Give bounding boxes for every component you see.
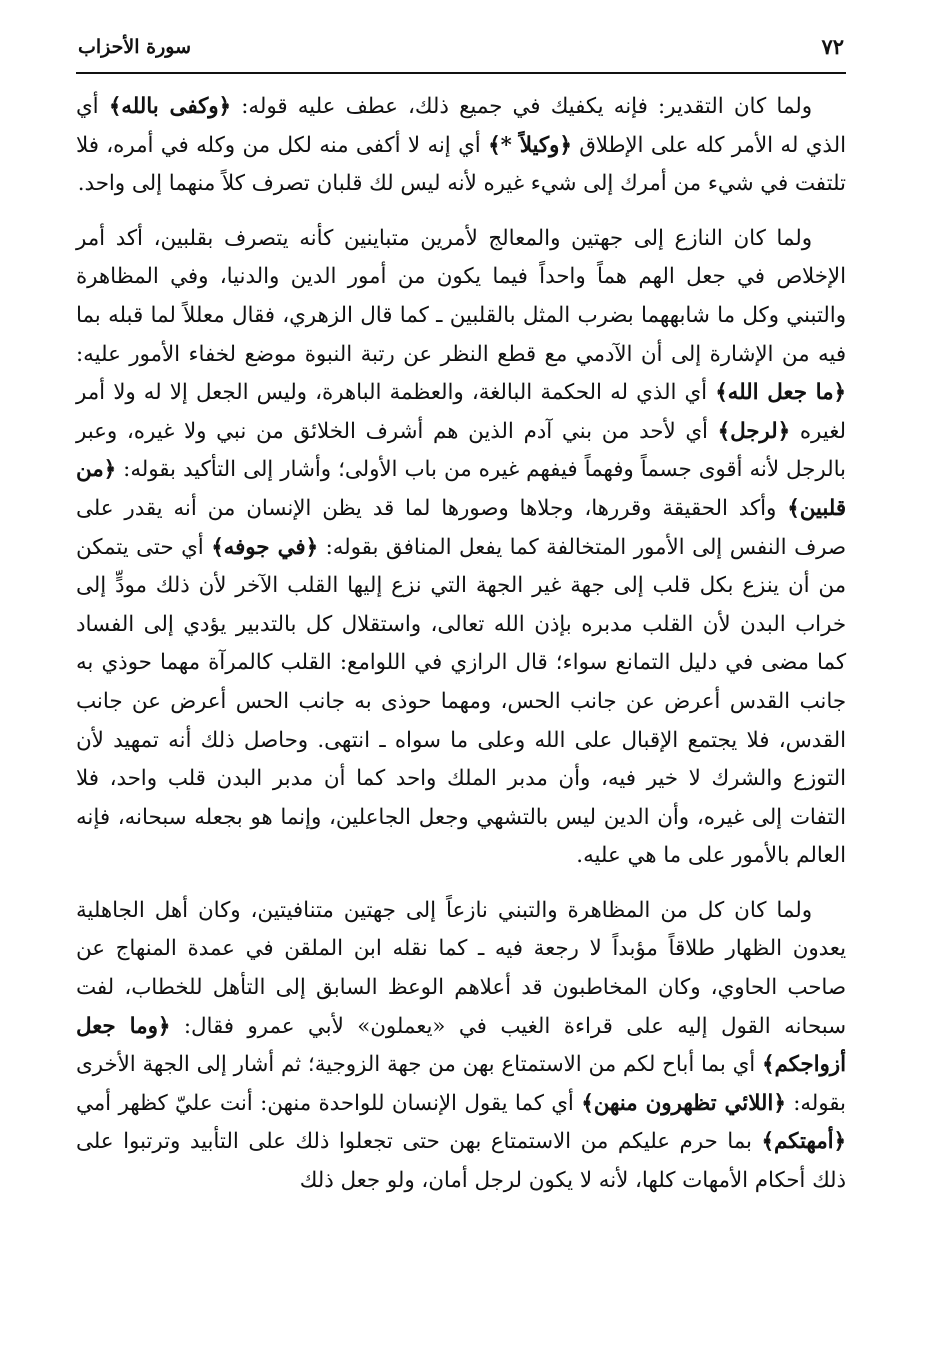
page-header bbox=[76, 30, 846, 74]
text-run: وأكد الحقيقة وقررها، وجلاها وصورها لما قد يظن الإنسان من أنه يقدر على صرف النفس إلى الأمور المتخالفة كما يفعل المنافق بقوله: bbox=[76, 495, 846, 560]
quran-quote: ﴿من قلبين﴾ bbox=[76, 457, 846, 521]
quran-quote: ﴿اللائي تظهرون منهن﴾ bbox=[581, 1090, 786, 1116]
quran-quote: ﴿ما جعل الله﴾ bbox=[715, 380, 847, 406]
book-page bbox=[76, 30, 846, 1320]
text-run: بما حرم عليكم من الاستمتاع بهن حتى تجعلوا ذلك على التأبيد وترتبوا على ذلك أحكام الأمهات كلها، لأنه لا يكون لرجل أمان، ولو جعل ذلك bbox=[76, 1129, 846, 1194]
quran-quote: ﴿أمهتكم﴾ bbox=[761, 1129, 846, 1155]
quran-quote: ﴿وكفى بالله﴾ bbox=[108, 94, 231, 119]
quran-quote: ﴿لرجل﴾ bbox=[717, 418, 791, 444]
text-run: أي إنه لا أكفى منه لكل من وكله في أمره، فلا تلتفت في شيء من أمرك إلى شيء غيره لأنه ليس لك قلبان تصرف كلاً منهما إلى واحد. bbox=[76, 132, 846, 197]
text-run: ولما كان التقدير: فإنه يكفيك في جميع ذلك، عطف عليه قوله: bbox=[231, 94, 812, 119]
quran-quote: ﴿في جوفه﴾ bbox=[211, 534, 319, 560]
text-run: أي حتى يتمكن من أن ينزع بكل قلب إلى جهة غير الجهة التي نزع إليها القلب الآخر لأن ذلك مودٍّ إلى خراب البدن لأن القلب مدبره بإذن الله تعالى، واستقلال كل بالتدبير يؤدي إلى الفساد كما مضى في دليل التمانع سواء؛ قال الرازي في اللوامع: القلب كالمرآة مهما حوذي به جانب القدس أعرض عن جانب الحس، ومهما حوذى به جانب الحس أعرض عن جانب القدس، فلا يجتمع الإقبال على الله وعلى ما سواه ـ انتهى. وحاصل ذلك أنه تمهيد لأن التوزع والشرك لا خير فيه، وأن مدبر الملك واحد كما أن مدبر البدن قلب واحد، فلا التفات إلى غيره، وأن الدين ليس بالتشهي وجعل الجاعلين، وإنما هو بجعله سبحانه، فإنه العالم بالأمور على ما هي عليه. bbox=[76, 534, 846, 869]
paragraph bbox=[76, 88, 846, 204]
page-number: ٧٢ bbox=[821, 34, 844, 59]
running-title: سورة الأحزاب bbox=[78, 36, 191, 58]
text-run: أي لأحد من بني آدم الذين هم أشرف الخلائق من نبي ولا غيره، وعبر بالرجل لأنه أقوى جسماً وفهماً فيفهم غيره من باب الأولى؛ وأشار إلى التأكيد بقوله: bbox=[76, 418, 846, 483]
text-run: أي بما أباح لكم من الاستمتاع بهن من جهة الزوجية؛ ثم أشار إلى الجهة الأخرى بقوله: bbox=[76, 1052, 846, 1116]
text-run: ولما كان النازع إلى جهتين والمعالج لأمرين متباينين كأنه يتصرف بقلبين، أكد أمر الإخلاص في جعل الهم هماً واحداً فيما يكون من أمور الدين والدنيا، وفي المظاهرة والتبني وكل ما شابههما بضرب المثل بالقلبين ـ كما قال الزهري، فقال معللاً لما قبله بما فيه من الإشارة إلى أن الآدمي مع قطع النظر عن رتبة النبوة موضع لخفاء الأمور عليه: bbox=[76, 225, 846, 367]
quran-quote: ﴿وما جعل أزواجكم﴾ bbox=[76, 1013, 846, 1078]
text-run: أي الذي له الحكمة البالغة، والعظمة الباهرة، وليس الجعل إلا له ولا أمر لغيره bbox=[76, 380, 846, 444]
quran-quote: ﴿وكيلاً *﴾ bbox=[488, 132, 572, 158]
paragraph bbox=[76, 220, 846, 876]
body-text bbox=[76, 88, 846, 1201]
text-run: ولما كان كل من المظاهرة والتبني نازعاً إلى جهتين متنافيتين، وكان أهل الجاهلية يعدون الظهار طلاقاً مؤبداً لا رجعة فيه ـ كما نقله ابن الملقن في عمدة المنهاج عن صاحب الحاوي، وكان المخاطبون قد أعلاهم الوعظ السابق إلى التأهل للخطاب، لفت سبحانه القول إليه على قراءة الغيب في «يعملون» لأبي عمرو فقال: bbox=[76, 897, 846, 1039]
text-run: أي كما يقول الإنسان للواحدة منهن: أنت عليّ كظهر أمي bbox=[76, 1090, 582, 1116]
paragraph bbox=[76, 892, 846, 1201]
text-run: أي الذي له الأمر كله على الإطلاق bbox=[76, 94, 846, 158]
